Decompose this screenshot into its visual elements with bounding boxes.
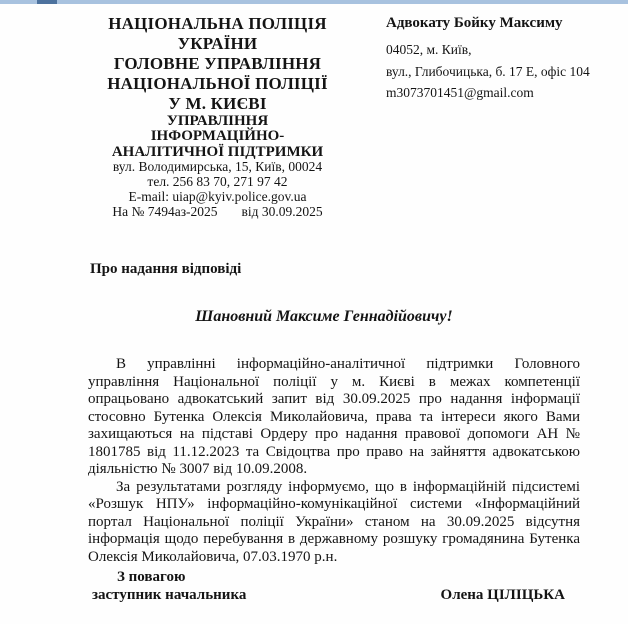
subject-line: Про надання відповіді (90, 261, 242, 277)
scrollbar-thumb[interactable] (37, 0, 57, 4)
reference-number: На № 7494аз-2025 (112, 203, 218, 219)
sender-address: вул. Володимирська, 15, Київ, 00024 (112, 159, 323, 175)
sender-dept-line: ІНФОРМАЦІЙНО- (150, 128, 285, 145)
sender-org-line: НАЦІОНАЛЬНА ПОЛІЦІЯ (108, 14, 327, 33)
letter-body (88, 356, 580, 566)
signer-name: Олена ЦІЛІЦЬКА (440, 587, 565, 603)
body-paragraph-1: В управлінні інформаційно-аналітичної підтримки Головного управління Національної поліції у м. Києві в межах компетенції опрацьовано адвокатський запит від 30.09.2025 про надання інформації стосовно Бутенка Олексія Миколайовича, права та інтереси якого Вами захищаються на підставі Ордеру про надання правової допомоги АН № 1801785 від 11.12.2023 та Свідоцтва про право на зайняття адвокатською діяльністю № 3007 від 10.09.2008. (88, 356, 580, 477)
salutation: Шановний Максиме Геннадійовичу! (195, 308, 453, 325)
signature-row (92, 587, 565, 604)
sender-dept-line: УПРАВЛІННЯ (166, 113, 269, 129)
sender-letterhead (75, 14, 360, 219)
reference-line (75, 205, 360, 220)
closing-phrase: З повагою (117, 569, 186, 585)
sender-org-line: НАЦІОНАЛЬНОЇ ПОЛІЦІЇ (107, 74, 328, 93)
sender-org-line: ГОЛОВНЕ УПРАВЛІННЯ (113, 54, 322, 73)
sender-org-line: УКРАЇНИ (177, 34, 258, 53)
sender-email: E-mail: uiap@kyiv.police.gov.ua (128, 188, 307, 204)
body-paragraph-2: За результатами розгляду інформуємо, що в інформаційній підсистемі «Розшук НПУ» інформаційно-комунікаційної системи «Інформаційний портал Національної поліції України» станом на 30.09.2025 відсутня інформація щодо перебування в державному розшуку громадянина Бутенка Олексія Миколайовича, 07.03.1970 р.н. (88, 478, 580, 565)
sender-phone: тел. 256 83 70, 271 97 42 (147, 174, 288, 190)
recipient-block (386, 14, 596, 104)
recipient-postal-code: 04052, м. Київ, (386, 42, 472, 57)
horizontal-scrollbar[interactable] (0, 0, 628, 4)
sender-org-line: У М. КИЄВІ (168, 94, 267, 113)
recipient-street: вул., Глибочицька, б. 17 Е, офіс 104 (386, 63, 590, 79)
sender-dept-line: АНАЛІТИЧНОЇ ПІДТРИМКИ (111, 143, 324, 160)
recipient-name: Адвокату Бойку Максиму (386, 15, 563, 31)
reference-date: від 30.09.2025 (241, 203, 323, 219)
recipient-email: m3073701451@gmail.com (386, 85, 534, 100)
signer-title: заступник начальника (92, 587, 247, 603)
